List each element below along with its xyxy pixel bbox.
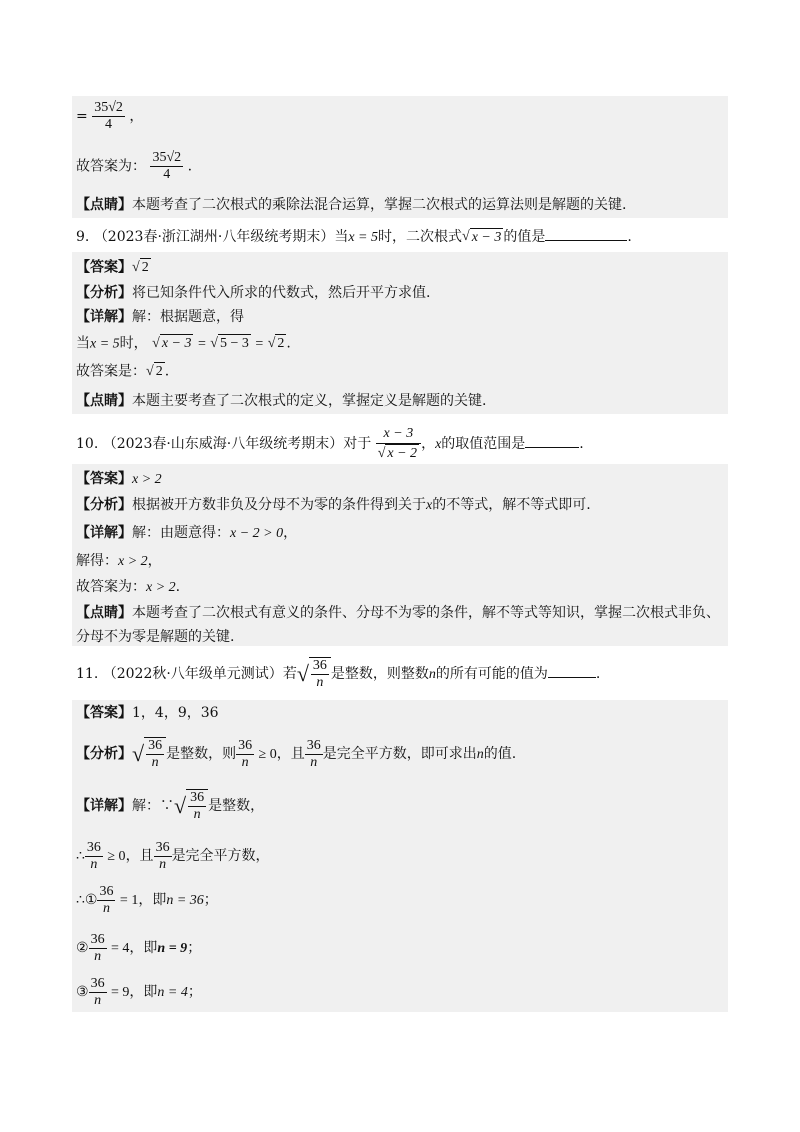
fraction: $\frac{36}{n}$: [99, 883, 114, 916]
final-line: 故答案为：x > 2.: [76, 579, 181, 595]
fraction: $\frac{36}{n}$: [90, 931, 105, 964]
analysis-line: 【分析】√ $\frac{36}{n}$ 是整数，则 $\frac{36}{n}$ ≥ 0，且 $\frac{36}{n}$ 是完全平方数，即可求出n的值.: [76, 734, 730, 774]
fraction: $\frac{35√2}{4}$: [94, 100, 123, 132]
fraction: $\frac{36}{n}$: [312, 658, 327, 690]
comment-line: 【点睛】本题考查了二次根式有意义的条件、分母不为零的条件，解不等式等知识，掌握二次根式非负、: [76, 605, 720, 621]
radical: √ 2: [132, 259, 149, 275]
final-line: 故答案是：√ 2 .: [76, 363, 170, 380]
fraction: $\frac{36}{n}$: [148, 738, 163, 770]
fraction: $\frac{36}{n}$: [90, 975, 105, 1008]
answer-line: 【答案】√ 2: [76, 259, 149, 276]
comment-line-2: 分母不为零是解题的关键.: [76, 629, 235, 645]
detail-line: 【详解】解：∵√ $\frac{36}{n}$ 是整数，: [76, 786, 730, 826]
fraction: $\frac{36}{n}$: [86, 839, 101, 872]
radical: √ $\frac{36}{n}$: [174, 786, 208, 826]
question-10: 10. （2023春·山东威海·八年级统考期末）对于 $\frac{x - 3}{√ x - 2}$ ，x的取值范围是 .: [76, 426, 584, 461]
radical: √ 2: [146, 363, 163, 379]
analysis-line: 【分析】根据被开方数非负及分母不为零的条件得到关于x的不等式，解不等式即可.: [76, 497, 591, 513]
fraction: $\frac{36}{n}$: [190, 790, 205, 822]
detail-line: 【详解】解：根据题意，得: [76, 309, 244, 325]
answer-line: 故答案为： $\frac{35√2}{4}$ .: [76, 150, 193, 182]
answer-line: 【答案】1，4，9，36: [76, 705, 219, 721]
comment-line: 【点睛】本题考查了二次根式的乘除法混合运算，掌握二次根式的运算法则是解题的关键.: [76, 197, 627, 213]
case-2: ② $\frac{36}{n}$ = 4，即n = 9；: [76, 931, 202, 964]
comment-line: 【点睛】本题主要考查了二次根式的定义，掌握定义是解题的关键.: [76, 393, 487, 409]
answer-blank[interactable]: [548, 663, 596, 678]
answer-blank[interactable]: [525, 433, 579, 448]
radical: √ 5 − 3: [210, 335, 249, 351]
fraction: $\frac{36}{n}$: [155, 839, 170, 872]
solve-line: 解得：x > 2，: [76, 553, 162, 569]
fraction: $\frac{x - 3}{√ x - 2}$: [376, 425, 421, 463]
step-line: 当x = 5时， √ x − 3 = √ 5 − 3 = √ 2 .: [76, 335, 291, 352]
question-9: 9. （2023春·浙江湖州·八年级统考期末）当x = 5时，二次根式√ x − 3 的值是 .: [76, 226, 730, 247]
reason-line: ∴ $\frac{36}{n}$ ≥ 0，且 $\frac{36}{n}$ 是完全平方数，: [76, 839, 270, 872]
case-1: ∴① $\frac{36}{n}$ = 1，即n = 36；: [76, 883, 218, 916]
fraction: $\frac{36}{n}$: [306, 737, 321, 770]
fraction: $\frac{36}{n}$: [238, 737, 253, 770]
radical: √ $\frac{36}{n}$: [297, 654, 331, 694]
case-3: ③ $\frac{36}{n}$ = 9，即n = 4；: [76, 975, 202, 1008]
answer-blank[interactable]: [545, 226, 627, 241]
answer-line: 【答案】x > 2: [76, 471, 162, 487]
equation-line: = $\frac{35√2}{4}$ ，: [76, 100, 144, 132]
radical: √ x − 2: [377, 445, 418, 461]
fraction: $\frac{35√2}{4}$: [152, 150, 182, 182]
analysis-line: 【分析】将已知条件代入所求的代数式，然后开平方求值.: [76, 285, 431, 301]
radical: √ 2: [267, 335, 285, 351]
detail-line: 【详解】解：由题意得：x − 2 > 0，: [76, 525, 298, 541]
radical: √ x − 3: [462, 229, 502, 245]
radical: √ x − 3: [152, 335, 192, 351]
question-11: 11. （2022秋·八年级单元测试）若√ $\frac{36}{n}$ 是整数，则整数n的所有可能的值为 .: [76, 654, 730, 694]
radical: √ $\frac{36}{n}$: [132, 734, 166, 774]
